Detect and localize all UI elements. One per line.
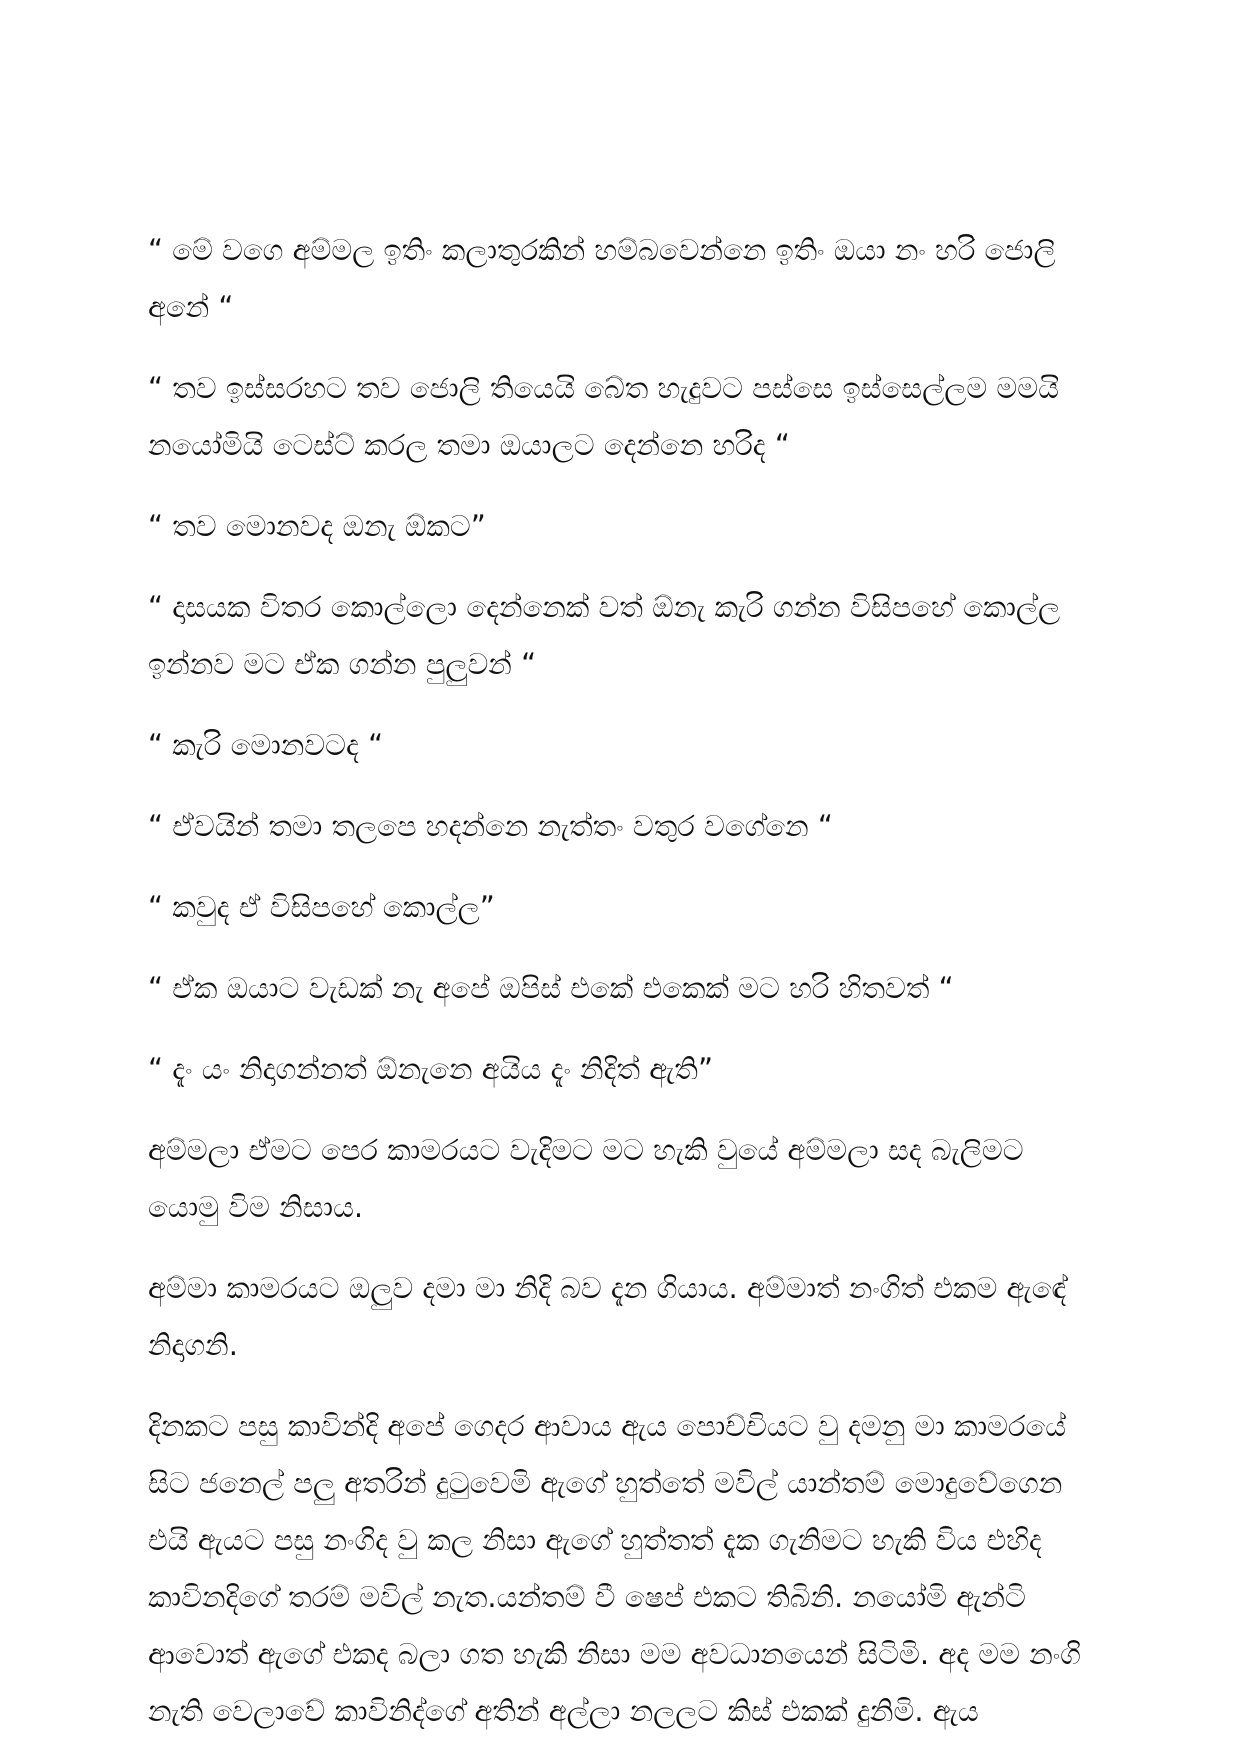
paragraph-8: “ ඒක ඔයාට වැඩක් නැ අපේ ඔපිස් එකේ එකෙක් මට හරි හිතවත් “ bbox=[148, 971, 954, 1005]
paragraph-12: දිනකට පසු කාවින්දි අපේ ගෙදර ආවාය ඇය පොච්චියට වු දමනු මා කාමරයේ සිට ජනෙල් පලු අතරින් දුටුවෙමි ඇගේ හුත්තේ මවිල් යාන්තම් මොදුවේගෙන එයි ඇයට පසු නංගිද වු කල නිසා ඇගේ හුත්තත් දැක ගැනිමට හැකි විය එහිද කාවිනදිගේ තරම් මවිල් නැත.යන්තම් වී ෂෙප් එකට තිබිනි. නයෝමි ඇන්ටි ආවොත් ඇගේ එකද බලා ගත හැකි නිසා මම අවධානයෙන් සිටිමි. අද මම නංගි නැති වෙලාවේ කාවිනිද්ගේ අතින් අල්ලා නලලට කිස් එකක් දුනිමි. ඇය bbox=[148, 1409, 1081, 1728]
paragraph-10: අම්මලා ඒමට පෙර කාමරයට වැදිමට මට හැකි වුයේ අම්මලා සද බැලිමට යොමු විම නිසාය. bbox=[148, 1133, 1024, 1224]
paragraph-1: “ මේ වගෙ අම්මල ඉතිං කලාතුරකින් හම්බවෙන්නෙ ඉතිං ඔයා නං හරි ජොලි අනේ “ bbox=[148, 233, 1056, 324]
paragraph-2: “ තව ඉස්සරහට තව ජොලි තියෙයි බේත හැදුවට පස්සෙ ඉස්සෙල්ලම මමයි නයෝමියි ටෙස්ට් කරල තමා ඔයාලට දෙන්නෙ හරිද “ bbox=[148, 371, 1059, 462]
document-body bbox=[148, 222, 1098, 1764]
paragraph-5: “ කැරි මොනවටද “ bbox=[148, 728, 384, 762]
paragraph-6: “ ඒවයින් තමා තලපෙ හදන්නෙ නැත්තං වතුර වගේනෙ “ bbox=[148, 809, 833, 843]
paragraph-4: “ දාසයක විතර කොල්ලො දෙන්නෙක් වත් ඕනැ කැරි ගන්න විසිපහේ කොල්ල ඉන්නව මට ඒක ගන්න පුලුවන් “ bbox=[148, 590, 1061, 681]
paragraph-7: “ කවුද ඒ විසිපහේ කොල්ල” bbox=[148, 890, 495, 924]
paragraph-9: “ දැං යං නිදාගන්නත් ඕනැනෙ අයිය දැං නිදිත් ඇති” bbox=[148, 1052, 713, 1086]
paragraph-11: අම්මා කාමරයට ඔලුව දමා මා නිදි බව දැන ගියාය. අම්මාත් නංගිත් එකම ඇඳේ නිදාගනි. bbox=[148, 1271, 1067, 1362]
paragraph-3: “ තව මොනවද ඔනැ ඕකට” bbox=[148, 509, 486, 543]
